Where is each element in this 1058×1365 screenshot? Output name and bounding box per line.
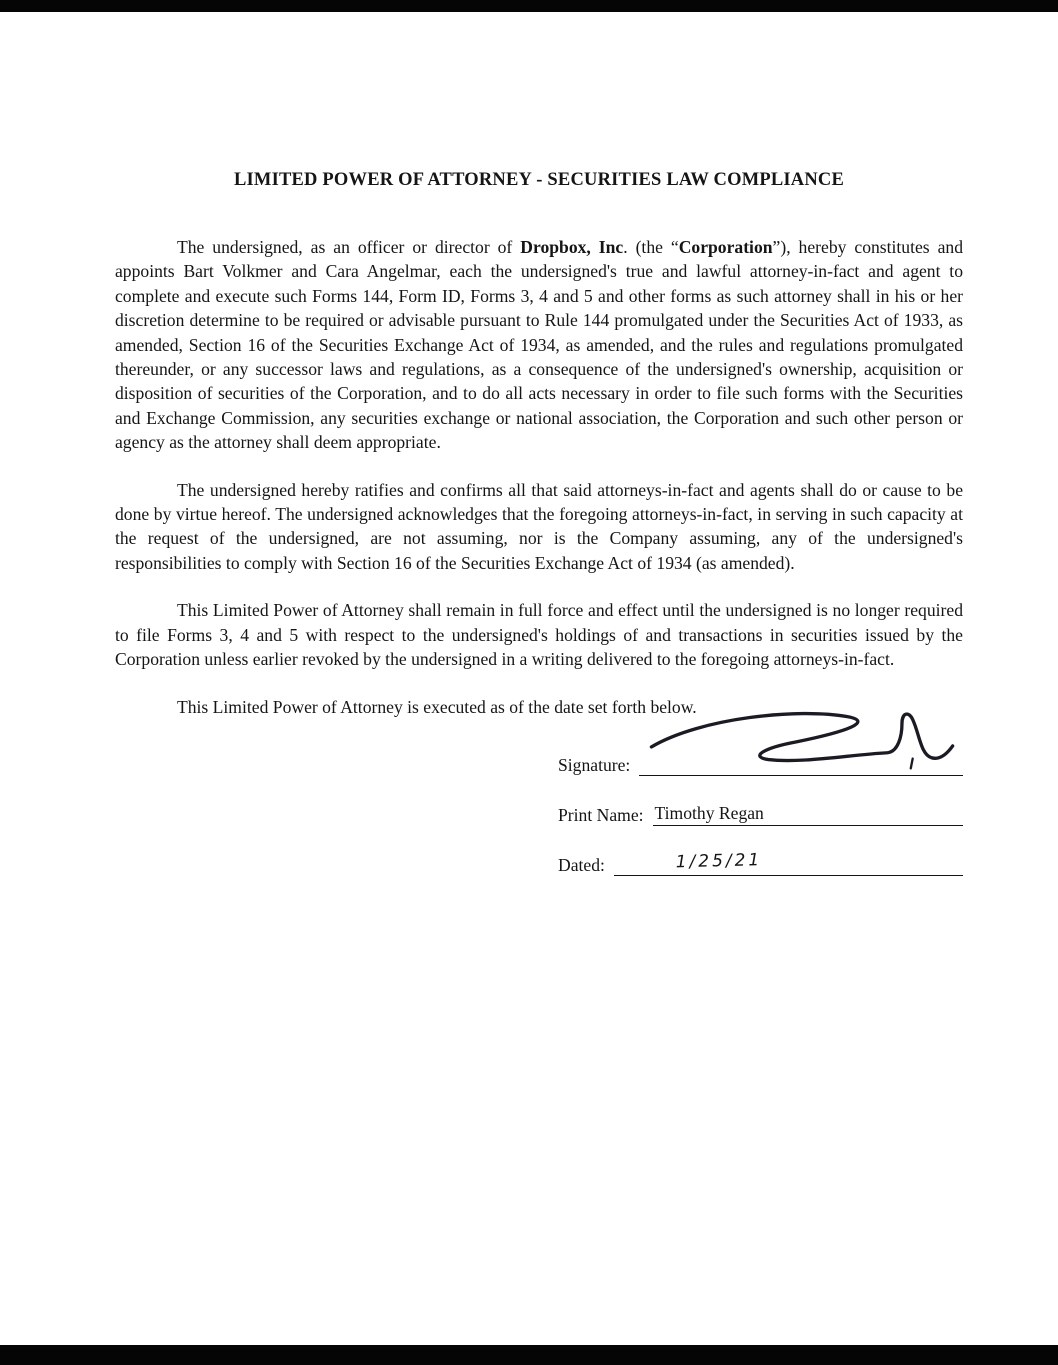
- signature-label: Signature:: [558, 754, 631, 775]
- paragraph-appointment-text-3: ”), hereby constitutes and appoints Bart Volkmer and Cara Angelmar, each the undersigned's true and lawful attorney-in-fact and agent to complete and execute such Forms 144, Form ID, Forms 3, 4 and 5 and other forms as such attorney shall in his or her discretion determine to be required or advisable pursuant to Rule 144 promulgated under the Securities Act of 1933, as amended, Section 16 of the Securities Exchange Act of 1934, as amended, and the rules and regulations promulgated thereunder, or any successor laws and regulations, as a consequence of the undersigned's ownership, acquisition or disposition of securities of the Corporation, and to do all acts necessary in order to file such forms with the Securities and Exchange Commission, any securities exchange or national association, the Corporation and such other person or agency as the attorney shall deem appropriate.: [115, 237, 963, 453]
- dated-row: [558, 850, 963, 876]
- paragraph-execution: This Limited Power of Attorney is executed as of the date set forth below.: [177, 696, 697, 717]
- paragraph-appointment-text-2: . (the “: [623, 237, 679, 257]
- handwritten-date-value: 1/25/21: [675, 850, 763, 873]
- dated-label: Dated:: [558, 854, 605, 875]
- scan-edge-bottom: [0, 1345, 1058, 1365]
- paragraph-appointment: [115, 235, 963, 455]
- signature-block: [558, 753, 963, 876]
- signature-row: [558, 753, 963, 776]
- dated-line: [614, 850, 963, 876]
- scan-edge-top: [0, 0, 1058, 12]
- print-name-row: [558, 803, 963, 826]
- signature-line: [639, 753, 963, 776]
- paragraph-duration: This Limited Power of Attorney shall remain in full force and effect until the undersigned is no longer required to file Forms 3, 4 and 5 with respect to the undersigned's holdings of and transactions in securities issued by the Corporation unless earlier revoked by the undersigned in a writing delivered to the foregoing attorneys-in-fact.: [115, 600, 963, 670]
- document-title: LIMITED POWER OF ATTORNEY - SECURITIES LAW COMPLIANCE: [233, 170, 845, 190]
- print-name-value: Timothy Regan: [654, 802, 764, 823]
- paragraph-ratification: The undersigned hereby ratifies and confirms all that said attorneys-in-fact and agents shall do or cause to be done by virtue hereof. The undersigned acknowledges that the foregoing attorneys-in-fact, in serving in such capacity at the request of the undersigned, are not assuming, nor is the Company assuming, any of the undersigned's responsibilities to comply with Section 16 of the Securities Exchange Act of 1934 (as amended).: [115, 479, 963, 573]
- company-name: Dropbox, Inc: [520, 237, 624, 257]
- paragraph-appointment-text-1: The undersigned, as an officer or director of: [177, 237, 521, 257]
- print-name-label: Print Name:: [558, 804, 644, 825]
- defined-term-corporation: Corporation: [678, 237, 773, 257]
- print-name-line: [653, 803, 963, 826]
- document-body: [115, 170, 963, 903]
